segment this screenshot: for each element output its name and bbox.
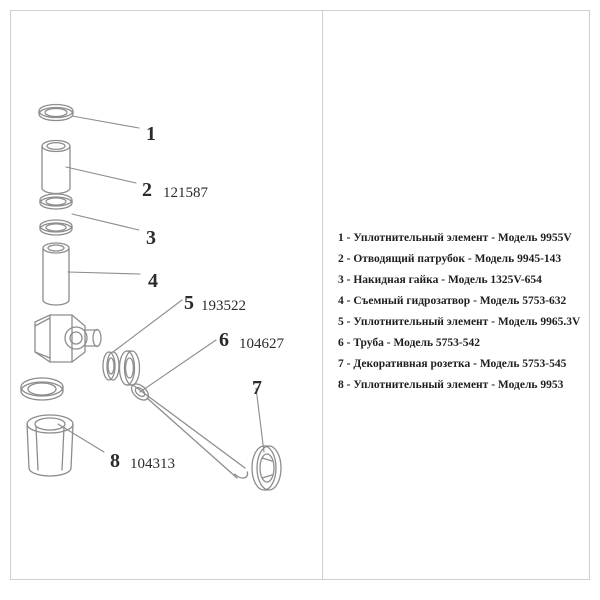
callout-number-7: 7 <box>252 377 262 399</box>
part-1-sealing-ring <box>39 105 73 121</box>
part-code-6: 104627 <box>239 336 284 352</box>
leader-lines <box>58 116 264 452</box>
legend-item-3: 3 - Накидная гайка - Модель 1325V-654 <box>338 274 542 287</box>
part-code-2: 121587 <box>163 185 208 201</box>
part-5-sealing-element <box>103 351 140 385</box>
part-4-removable-trap <box>43 243 69 305</box>
callout-number-3: 3 <box>146 227 156 249</box>
part-3-cap-nut <box>40 194 72 235</box>
legend-item-6: 6 - Труба - Модель 5753-542 <box>338 337 481 350</box>
callout-number-4: 4 <box>148 270 158 292</box>
trap-housing <box>35 315 101 362</box>
part-7-decorative-rosette <box>252 446 281 490</box>
legend-item-2: 2 - Отводящий патрубок - Модель 9945-143 <box>338 253 562 266</box>
legend-item-1: 1 - Уплотнительный элемент - Модель 9955V <box>338 232 572 244</box>
legend-item-4: 4 - Съемный гидрозатвор - Модель 5753-632 <box>338 295 567 308</box>
callout-number-1: 1 <box>146 123 156 145</box>
callout-number-5: 5 <box>184 292 194 314</box>
callout-number-8: 8 <box>110 450 120 472</box>
legend-item-5: 5 - Уплотнительный элемент - Модель 9965.3V <box>338 316 581 329</box>
part-code-5: 193522 <box>201 298 246 314</box>
trap-bowl <box>27 415 73 476</box>
part-code-8: 104313 <box>130 456 175 472</box>
legend-item-8: 8 - Уплотнительный элемент - Модель 9953 <box>338 379 564 392</box>
callout-number-6: 6 <box>219 329 229 351</box>
legend <box>338 232 588 401</box>
callout-number-2: 2 <box>142 179 152 201</box>
part-8-sealing-element <box>21 378 63 400</box>
legend-item-7: 7 - Декоративная розетка - Модель 5753-545 <box>338 358 567 371</box>
